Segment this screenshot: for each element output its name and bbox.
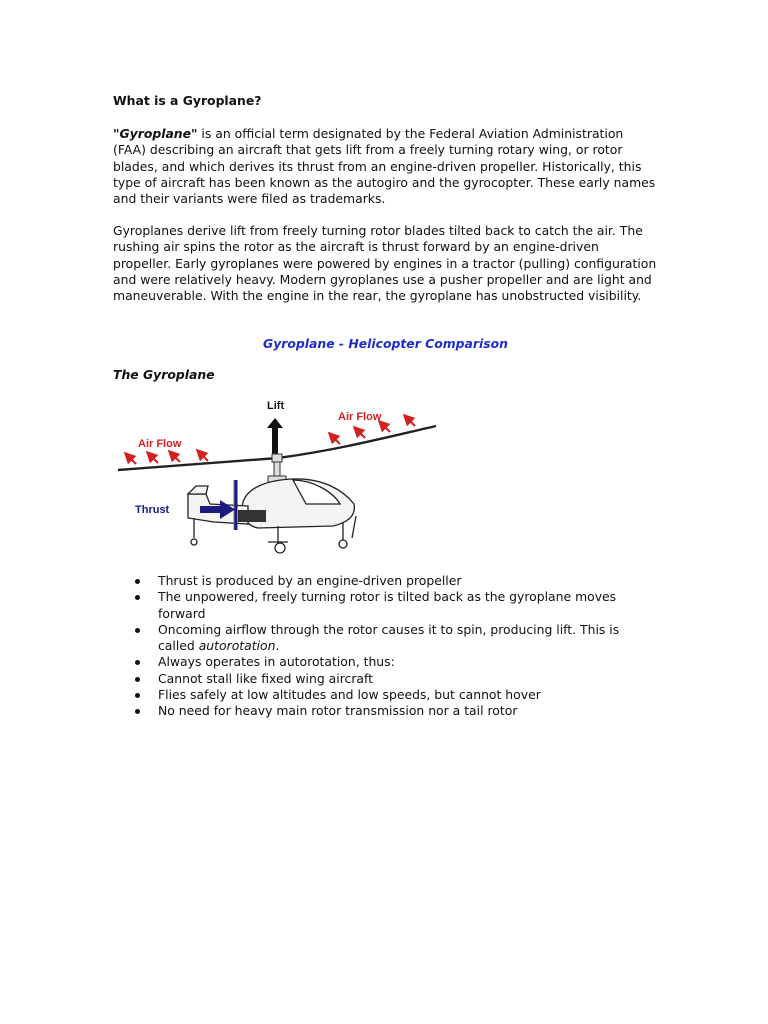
list-item: Cannot stall like fixed wing aircraft bbox=[113, 671, 653, 687]
gyroplane-term: "Gyroplane" bbox=[113, 126, 198, 141]
gyroplane-diagram bbox=[118, 392, 448, 562]
list-item: The unpowered, freely turning rotor is tilted back as the gyroplane moves forward bbox=[113, 589, 653, 622]
autorotation-term: autorotation bbox=[198, 638, 276, 654]
feature-list bbox=[113, 573, 653, 720]
intro-paragraph-text: is an official term designated by the Federal Aviation Administration (FAA) describing an aircraft that gets lift from a freely turning rotary wing, or rotor blades, and which derives its thrust from an engine-driven propeller. Historically, this type of aircraft has been known as the autogiro and the gyrocopter. These early names and their variants were filed as trademarks. bbox=[113, 126, 656, 207]
section-subheading: The Gyroplane bbox=[113, 367, 215, 382]
airflow-right-label: Air Flow bbox=[338, 411, 382, 423]
lift-paragraph: Gyroplanes derive lift from freely turning rotor blades tilted back to catch the air. The rushing air spins the rotor as the aircraft is thrust forward by an engine-driven propeller. Early gyroplanes were powered by engines in a tractor (pulling) configuration and were relatively heavy. Modern gyroplanes use a pusher propeller and are light and maneuverable. With the engine in the rear, the gyroplane has unobstructed visibility. bbox=[113, 223, 657, 304]
comparison-link[interactable]: Gyroplane - Helicopter Comparison bbox=[263, 336, 508, 351]
list-item: Thrust is produced by an engine-driven propeller bbox=[113, 573, 653, 589]
airflow-left-label: Air Flow bbox=[138, 438, 182, 450]
list-item-text-end: . bbox=[275, 638, 280, 654]
thrust-label: Thrust bbox=[135, 504, 170, 516]
list-item: No need for heavy main rotor transmission nor a tail rotor bbox=[113, 703, 653, 719]
list-item: Flies safely at low altitudes and low speeds, but cannot hover bbox=[113, 687, 653, 703]
gyroplane-body bbox=[188, 479, 354, 528]
list-item-text: Oncoming airflow through the rotor causes it to spin, producing lift. This is called bbox=[158, 621, 620, 654]
lift-arrow bbox=[267, 418, 283, 454]
lift-label: Lift bbox=[267, 400, 285, 412]
list-item bbox=[113, 622, 653, 655]
page-heading: What is a Gyroplane? bbox=[113, 93, 262, 108]
airflow-arrows-left bbox=[128, 453, 208, 464]
intro-paragraph bbox=[113, 126, 658, 207]
list-item: Always operates in autorotation, thus: bbox=[113, 654, 653, 670]
engine-block bbox=[238, 510, 266, 522]
